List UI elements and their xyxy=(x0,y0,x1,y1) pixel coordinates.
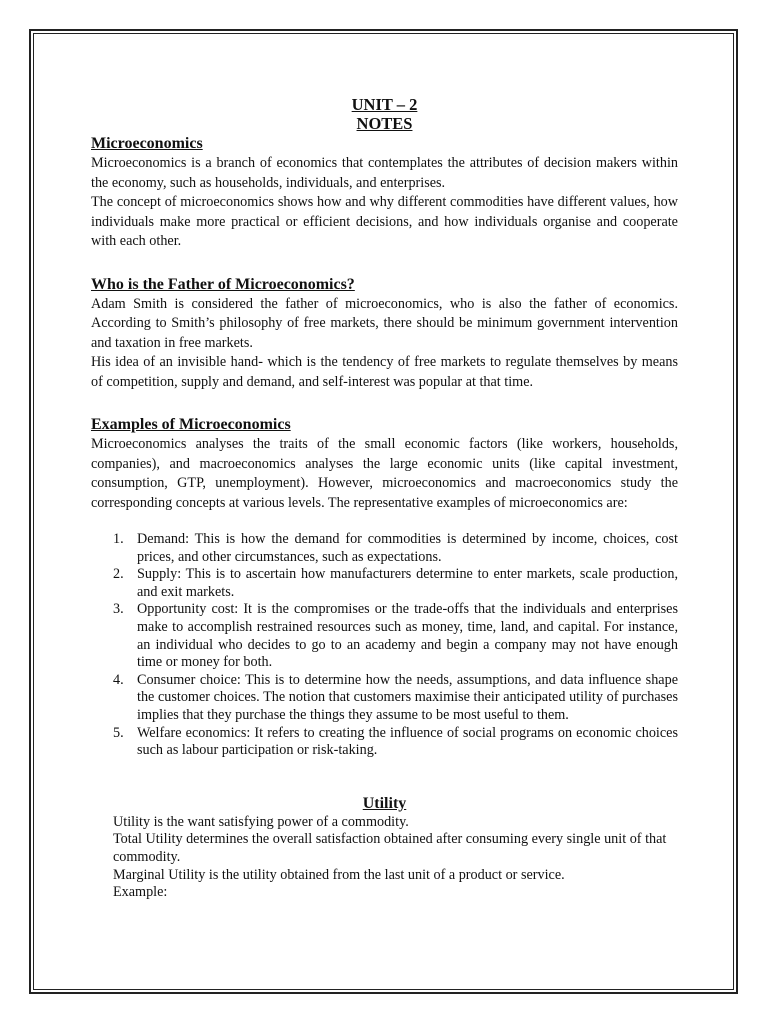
utility-heading: Utility xyxy=(362,794,407,812)
utility-line: Total Utility determines the overall satisfaction obtained after consuming every single unit of that commodity. xyxy=(113,831,667,865)
utility-line: Utility is the want satisfying power of a commodity. xyxy=(113,813,409,830)
microeconomics-heading: Microeconomics xyxy=(91,135,203,152)
list-text: Supply: This is to ascertain how manufacturers determine to enter markets, scale production, and exit markets. xyxy=(137,566,678,600)
notes-title: NOTES xyxy=(356,114,413,133)
list-item xyxy=(91,725,678,760)
examples-list xyxy=(91,531,678,760)
list-number: 5. xyxy=(113,724,124,741)
father-heading: Who is the Father of Microeconomics? xyxy=(91,275,355,293)
list-item xyxy=(91,566,678,601)
list-item xyxy=(91,672,678,725)
list-text: Opportunity cost: It is the compromises or the trade-offs that the individuals and enterprises make to accomplish restrained resources such as money, time, land, and capital. For instance, an individual who decides to go to an academy and begin a company may not have enough time or money for both. xyxy=(137,601,678,671)
utility-section xyxy=(91,814,678,902)
list-number: 3. xyxy=(113,601,124,618)
document-body xyxy=(91,95,678,902)
list-text: Welfare economics: It refers to creating the influence of social programs on economic choices such as labour participation or risk-taking. xyxy=(137,724,678,759)
list-number: 1. xyxy=(113,531,124,547)
list-text: Consumer choice: This is to determine how the needs, assumptions, and data influence shape the customer choices. The notion that customers maximise their anticipated utility of purchases implies that they purchase the things they assume to be most useful to them. xyxy=(137,671,678,723)
paragraph: Microeconomics analyses the traits of the small economic factors (like workers, households, companies), and macroeconomics analyses the large economic units (like capital investment, consumption, GTP, unemployment). However, microeconomics and macroeconomics study the corresponding concepts at various levels. The representative examples of microeconomics are: xyxy=(91,436,678,511)
examples-heading: Examples of Microeconomics xyxy=(91,416,291,433)
unit-title: UNIT – 2 xyxy=(351,95,418,114)
paragraph: His idea of an invisible hand- which is the tendency of free markets to regulate themselves by means of competition, supply and demand, and self-interest was popular at that time. xyxy=(91,354,678,390)
list-item xyxy=(91,531,678,566)
paragraph: The concept of microeconomics shows how and why different commodities have different values, how individuals make more practical or efficient decisions, and how individuals organise and cooperate with each other. xyxy=(91,194,678,249)
list-text: Demand: This is how the demand for commodities is determined by income, choices, cost prices, and other circumstances, such as expectations. xyxy=(137,531,678,565)
list-number: 4. xyxy=(113,671,124,688)
paragraph: Microeconomics is a branch of economics that contemplates the attributes of decision makers within the economy, such as households, individuals, and enterprises. xyxy=(91,155,678,191)
utility-line: Example: xyxy=(113,884,168,901)
utility-line: Marginal Utility is the utility obtained from the last unit of a product or service. xyxy=(113,866,565,883)
paragraph: Adam Smith is considered the father of microeconomics, who is also the father of economics. According to Smith’s philosophy of free markets, there should be minimum government intervention and taxation in free markets. xyxy=(91,295,678,351)
list-item xyxy=(91,601,678,671)
list-number: 2. xyxy=(113,566,124,583)
